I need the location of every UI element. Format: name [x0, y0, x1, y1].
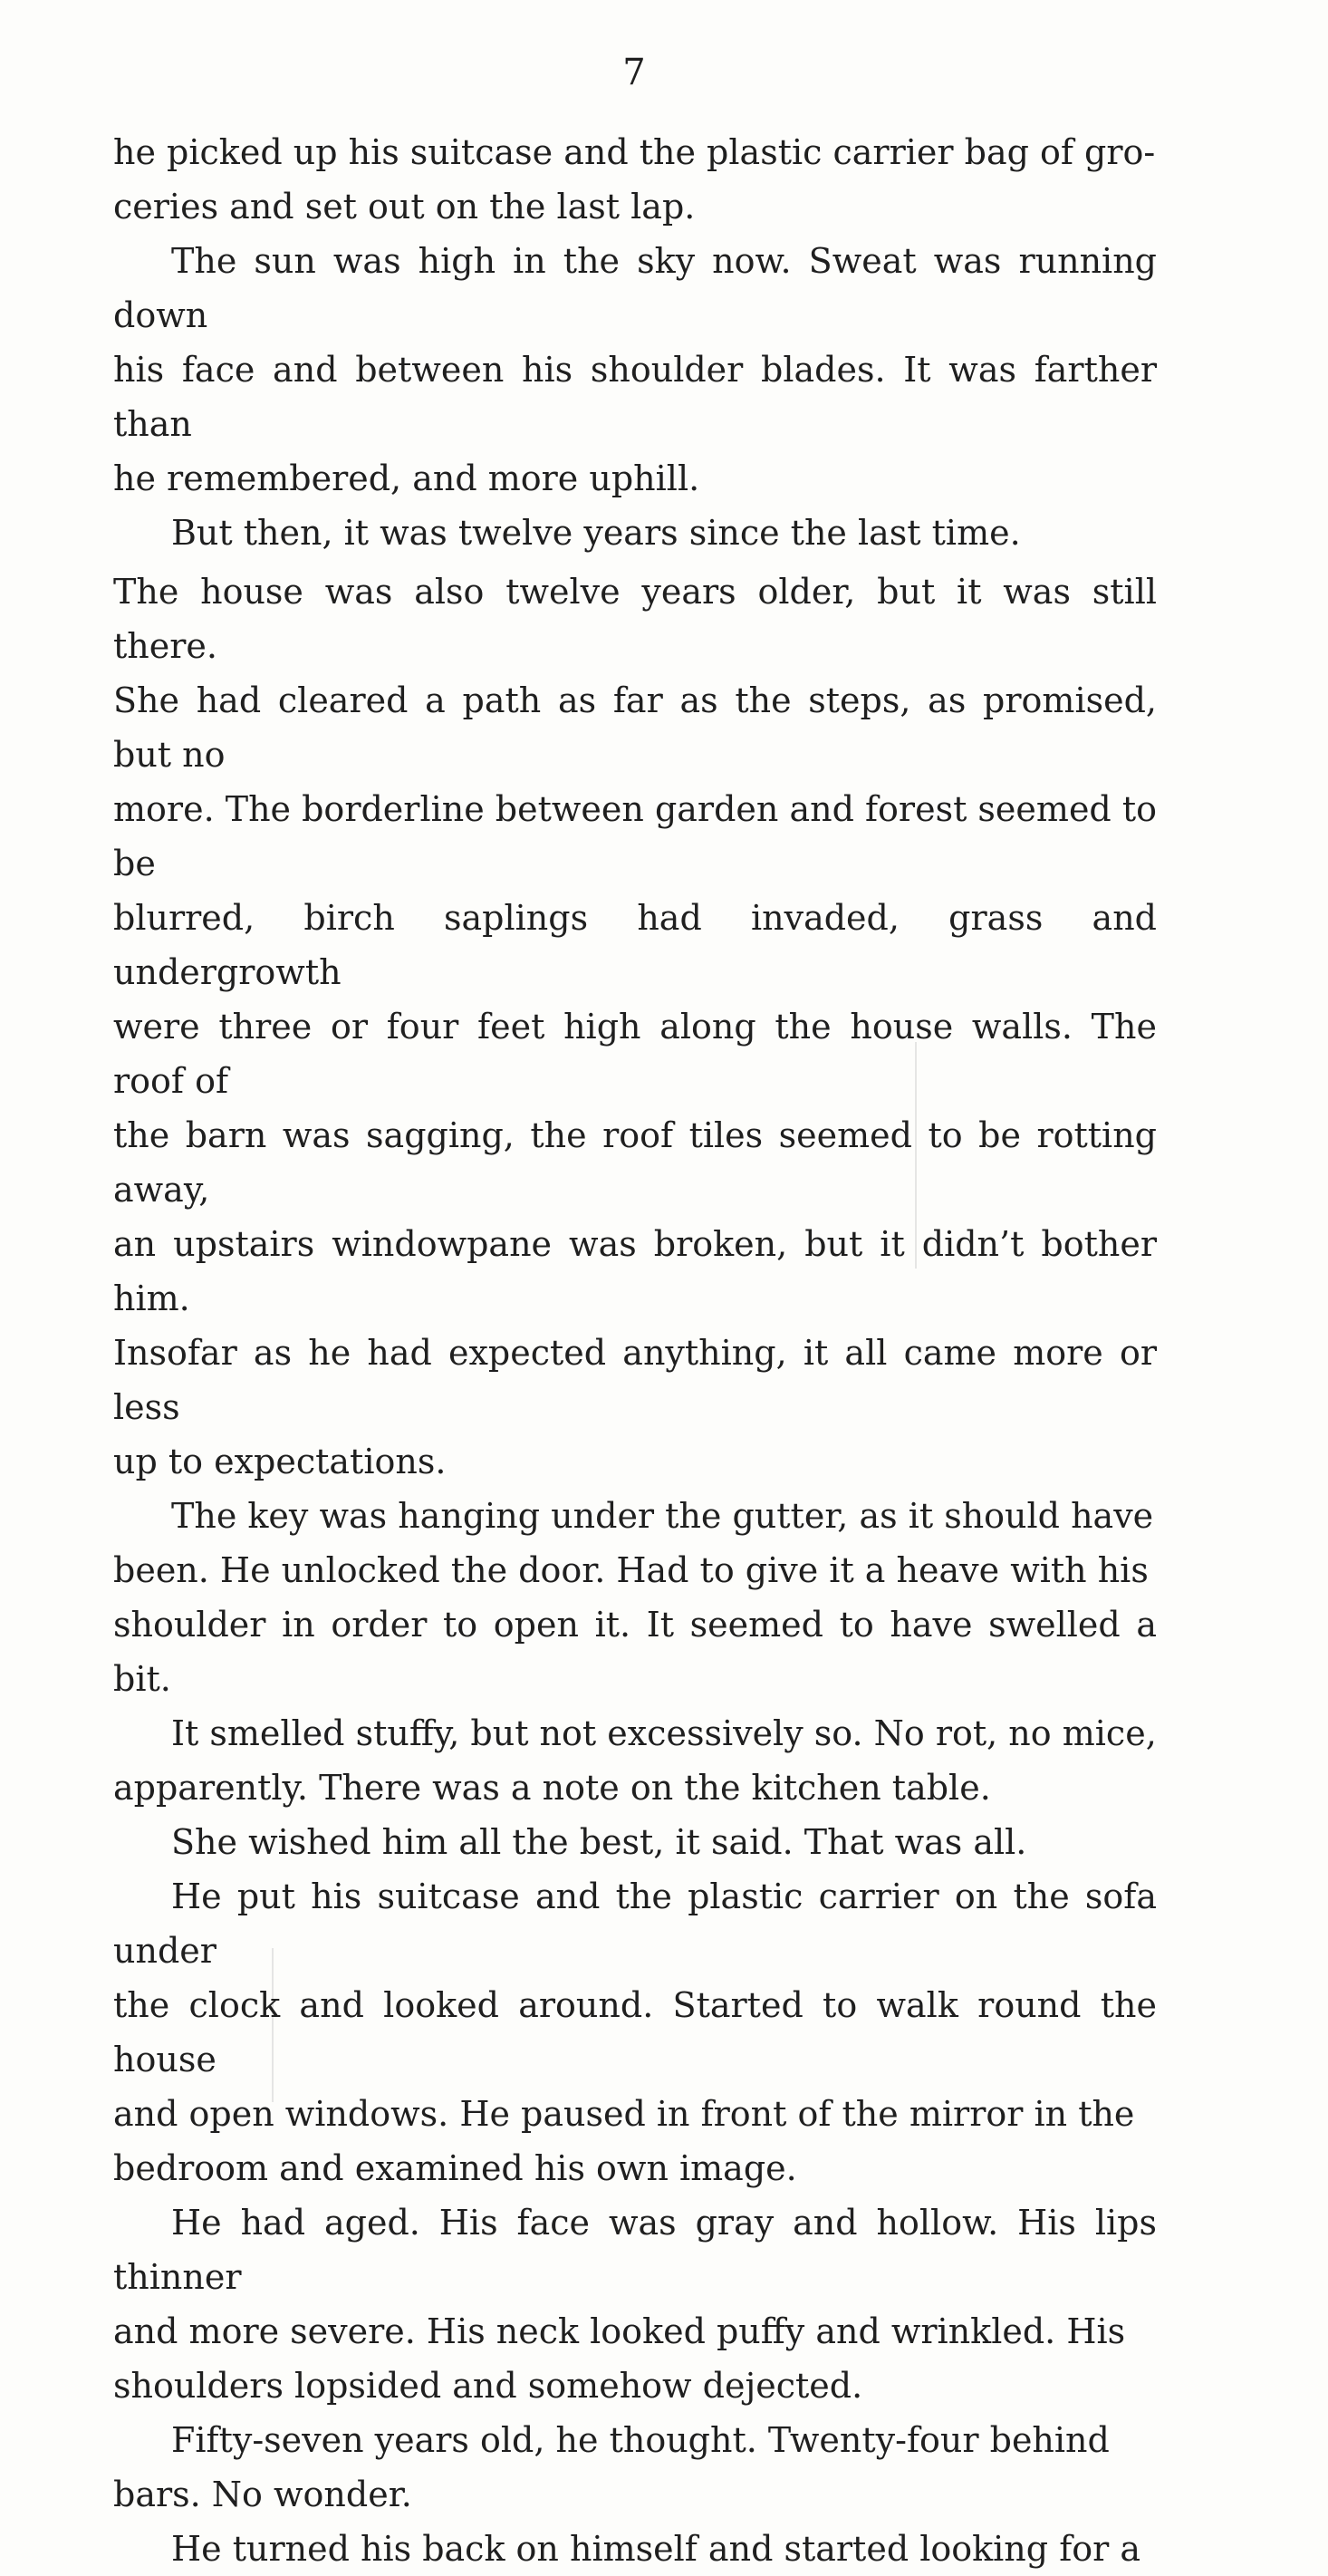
- text-section-1: [113, 125, 1157, 560]
- paragraph: But then, it was twelve years since the last time.: [171, 513, 1021, 553]
- paragraph: He had aged. His face was gray and hollow. His lips thinner and more severe. His neck looked puffy and wrinkled. His shoulders lopsided and somehow dejected.: [113, 2203, 1157, 2406]
- paragraph: It smelled stuffy, but not excessively so. No rot, no mice, apparently. There was a note on the kitchen table.: [113, 1713, 1157, 1808]
- paragraph: The house was also twelve years older, but it was still there. She had cleared a path as far as the steps, as promised, but no more. The borderline between garden and forest seemed to be blurred, birch saplings had invaded, grass and undergrowth were three or four feet high along the house walls. The roof of the barn was sagging, the roof tiles seemed to be rotting away, an upstairs windowpane was broken, but it didn’t bother him. Insofar as he had expected anything, it all came more or less up to expectations.: [113, 572, 1157, 1481]
- paragraph: Fifty-seven years old, he thought. Twenty-four behind bars. No wonder.: [113, 2420, 1110, 2514]
- paragraph: The key was hanging under the gutter, as it should have been. He unlocked the door. Had to give it a heave with his shoulder in order to open it. It seemed to have swelled a bit.: [113, 1496, 1157, 1699]
- paragraph: The sun was high in the sky now. Sweat was running down his face and between his shoulder blades. It was farther than he remembered, and more uphill.: [113, 241, 1157, 498]
- paragraph: He put his suitcase and the plastic carrier on the sofa under the clock and looked around. Started to walk round the house and open windows. He paused in front of the mirror in the bedroom and examined his own image.: [113, 1877, 1157, 2188]
- paragraph: he picked up his suitcase and the plastic carrier bag of gro- ceries and set out on the last lap.: [113, 132, 1156, 227]
- text-section-2: [113, 564, 1157, 2576]
- paragraph: She wished him all the best, it said. That was all.: [171, 1822, 1027, 1862]
- paragraph: He turned his back on himself and started looking for a: [171, 2529, 1141, 2569]
- page-number: 7: [622, 52, 646, 93]
